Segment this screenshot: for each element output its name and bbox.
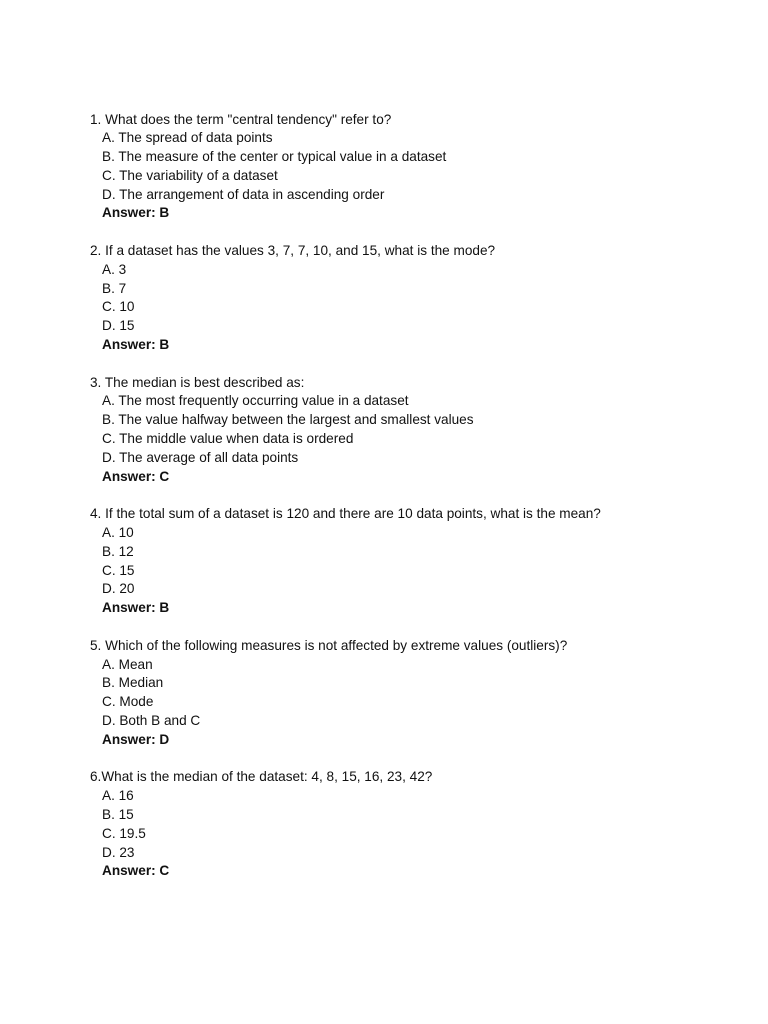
question-prompt: 3. The median is best described as: bbox=[90, 374, 305, 390]
answer-label: Answer: C bbox=[102, 863, 170, 879]
option-d: D. 15 bbox=[102, 318, 135, 334]
option-b: B. 15 bbox=[102, 806, 134, 822]
question-prompt: 1. What does the term "central tendency" refer to? bbox=[90, 111, 392, 127]
option-d: D. 20 bbox=[102, 581, 135, 597]
option-a: A. The most frequently occurring value in a dataset bbox=[102, 393, 409, 409]
option-d: D. Both B and C bbox=[102, 713, 201, 728]
option-b: B. Median bbox=[102, 675, 164, 691]
answer-label: Answer: B bbox=[102, 337, 170, 353]
option-a: A. Mean bbox=[102, 656, 153, 672]
question-prompt: 6.What is the median of the dataset: 4, 8, 15, 16, 23, 42? bbox=[90, 769, 433, 785]
option-d: D. The average of all data points bbox=[102, 449, 299, 465]
option-a: A. 16 bbox=[102, 788, 134, 804]
option-c: C. The middle value when data is ordered bbox=[102, 431, 354, 447]
option-a: A. 10 bbox=[102, 525, 134, 541]
answer-label: Answer: B bbox=[102, 600, 170, 616]
option-c: C. Mode bbox=[102, 694, 154, 710]
option-c: C. The variability of a dataset bbox=[102, 167, 278, 183]
option-b: B. The value halfway between the largest and smallest values bbox=[102, 412, 474, 428]
question-2 bbox=[90, 242, 750, 355]
question-1 bbox=[90, 111, 750, 224]
option-b: B. The measure of the center or typical value in a dataset bbox=[102, 149, 447, 165]
option-c: C. 10 bbox=[102, 299, 135, 315]
quiz-document bbox=[90, 111, 750, 900]
answer-label: Answer: B bbox=[102, 205, 170, 221]
question-6 bbox=[90, 768, 750, 881]
question-prompt: 5. Which of the following measures is not affected by extreme values (outliers)? bbox=[90, 637, 568, 653]
question-3 bbox=[90, 374, 750, 487]
answer-label: Answer: D bbox=[102, 731, 170, 747]
question-5 bbox=[90, 637, 750, 750]
question-4 bbox=[90, 505, 750, 618]
option-a: A. The spread of data points bbox=[102, 130, 273, 146]
question-prompt: 4. If the total sum of a dataset is 120 and there are 10 data points, what is the mean? bbox=[90, 506, 601, 522]
option-b: B. 12 bbox=[102, 543, 134, 559]
option-b: B. 7 bbox=[102, 280, 127, 296]
answer-label: Answer: C bbox=[102, 468, 170, 484]
question-prompt: 2. If a dataset has the values 3, 7, 7, 10, and 15, what is the mode? bbox=[90, 243, 496, 259]
option-a: A. 3 bbox=[102, 261, 127, 277]
option-d: D. 23 bbox=[102, 844, 135, 860]
option-c: C. 15 bbox=[102, 562, 135, 578]
option-c: C. 19.5 bbox=[102, 825, 146, 841]
option-d: D. The arrangement of data in ascending order bbox=[102, 186, 385, 202]
